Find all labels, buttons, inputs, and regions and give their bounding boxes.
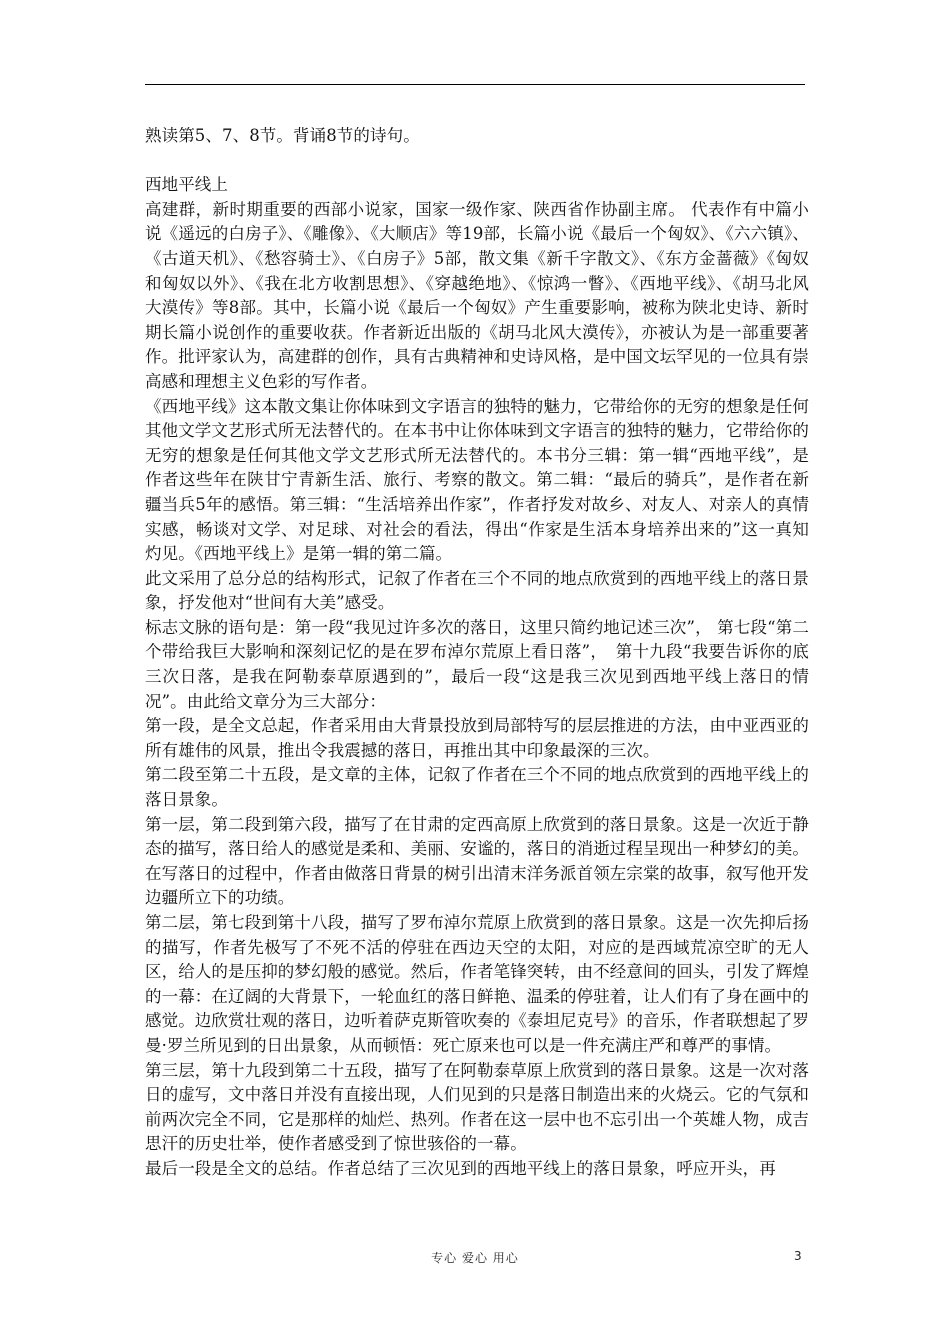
paragraph-part-one: 第一段，是全文总起，作者采用由大背景投放到局部特写的层层推进的方法，由中亚西亚的所有雄伟的风景，推出令我震撼的落日，再推出其中印象最深的三次。 [145, 716, 809, 760]
paragraph-key-sentences: 标志文脉的语句是：第一段“我见过许多次的落日，这里只简约地记述三次”， 第七段“第二个带给我巨大影响和深刻记忆的是在罗布淖尔荒原上看日落”， 第十九段“我要告诉你的底三次日落，是我在阿勒泰草原遇到的”，最后一段“这是我三次见到西地平线上落日的情况”。由此给文章分为三大部分： [145, 617, 809, 711]
paragraph-structure: 此文采用了总分总的结构形式，记叙了作者在三个不同的地点欣赏到的西地平线上的落日景象，抒发他对“世间有大美”感受。 [145, 568, 809, 613]
document-body [145, 124, 809, 1182]
paragraph-layer-three: 第三层，第十九段到第二十五段，描写了在阿勒泰草原上欣赏到的落日景象。这是一次对落日的虚写，文中落日并没有直接出现，人们见到的只是落日制造出来的火烧云。它的气氛和前两次完全不同，它是那样的灿烂、热列。作者在这一层中也不忘引出一个英雄人物，成吉思汗的历史壮举，使作者感受到了惊世骇俗的一幕。 [145, 1060, 809, 1154]
section-title: 西地平线上 [145, 175, 228, 195]
header-rule [145, 84, 805, 85]
paragraph-author-bio: 高建群，新时期重要的西部小说家，国家一级作家、陕西省作协副主席。 代表作有中篇小说《遥远的白房子》、《雕像》、《大顺店》等19部，长篇小说《最后一个匈奴》、《六六镇》、《古道天机》、《愁容骑士》、《白房子》5部，散文集《新千字散文》、《东方金蔷薇》《匈奴和匈奴以外》、《我在北方收割思想》、《穿越绝地》、《惊鸿一瞥》、《西地平线》、《胡马北风大漠传》等8部。其中，长篇小说《最后一个匈奴》产生重要影响，被称为陕北史诗、新时期长篇小说创作的重要收获。作者新近出版的《胡马北风大漠传》，亦被认为是一部重要著作。批评家认为，高建群的创作，具有古典精神和史诗风格，是中国文坛罕见的一位具有崇高感和理想主义色彩的写作者。 [145, 199, 809, 391]
paragraph-book-intro: 《西地平线》这本散文集让你体味到文字语言的独特的魅力，它带给你的无穷的想象是任何其他文学文艺形式所无法替代的。在本书中让你体味到文字语言的独特的魅力，它带给你的无穷的想象是任何其他文学文艺形式所无法替代的。本书分三辑：第一辑“西地平线”，是作者这些年在陕甘宁青新生活、旅行、考察的散文。第二辑：“最后的骑兵”，是作者在新疆当兵5年的感悟。第三辑：“生活培养出作家”，作者抒发对故乡、对友人、对亲人的真情实感，畅谈对文学、对足球、对社会的看法，得出“作家是生活本身培养出来的”这一真知灼见。《西地平线上》是第一辑的第二篇。 [145, 396, 809, 564]
paragraph-part-two: 第二段至第二十五段，是文章的主体，记叙了作者在三个不同的地点欣赏到的西地平线上的落日景象。 [145, 765, 809, 810]
paragraph-reading-task: 熟读第5、7、8节。背诵8节的诗句。 [145, 126, 420, 145]
paragraph-layer-two: 第二层，第七段到第十八段，描写了罗布淖尔荒原上欣赏到的落日景象。这是一次先抑后扬的描写，作者先极写了不死不活的停驻在西边天空的太阳，对应的是西域荒凉空旷的无人区，给人的是压抑的梦幻般的感觉。然后，作者笔锋突转，由不经意间的回头，引发了辉煌的一幕：在辽阔的大背景下，一轮血红的落日鲜艳、温柔的停驻着，让人们有了身在画中的感觉。边欣赏壮观的落日，边听着萨克斯管吹奏的《泰坦尼克号》的音乐，作者联想起了罗曼·罗兰所见到的日出景象，从而顿悟：死亡原来也可以是一件充满庄严和尊严的事情。 [145, 913, 809, 1055]
paragraph-conclusion: 最后一段是全文的总结。作者总结了三次见到的西地平线上的落日景象，呼应开头，再 [145, 1158, 776, 1178]
footer-motto: 专心 爱心 用心 [431, 1251, 519, 1265]
blank-line [145, 149, 809, 174]
page-number: 3 [794, 1249, 802, 1263]
paragraph-layer-one: 第一层，第二段到第六段，描写了在甘肃的定西高原上欣赏到的落日景象。这是一次近于静态的描写，落日给人的感觉是柔和、美丽、安谧的，落日的消逝过程呈现出一种梦幻的美。在写落日的过程中，作者由做落日背景的树引出清末洋务派首领左宗棠的故事，叙写他开发边疆所立下的功绩。 [145, 814, 809, 908]
